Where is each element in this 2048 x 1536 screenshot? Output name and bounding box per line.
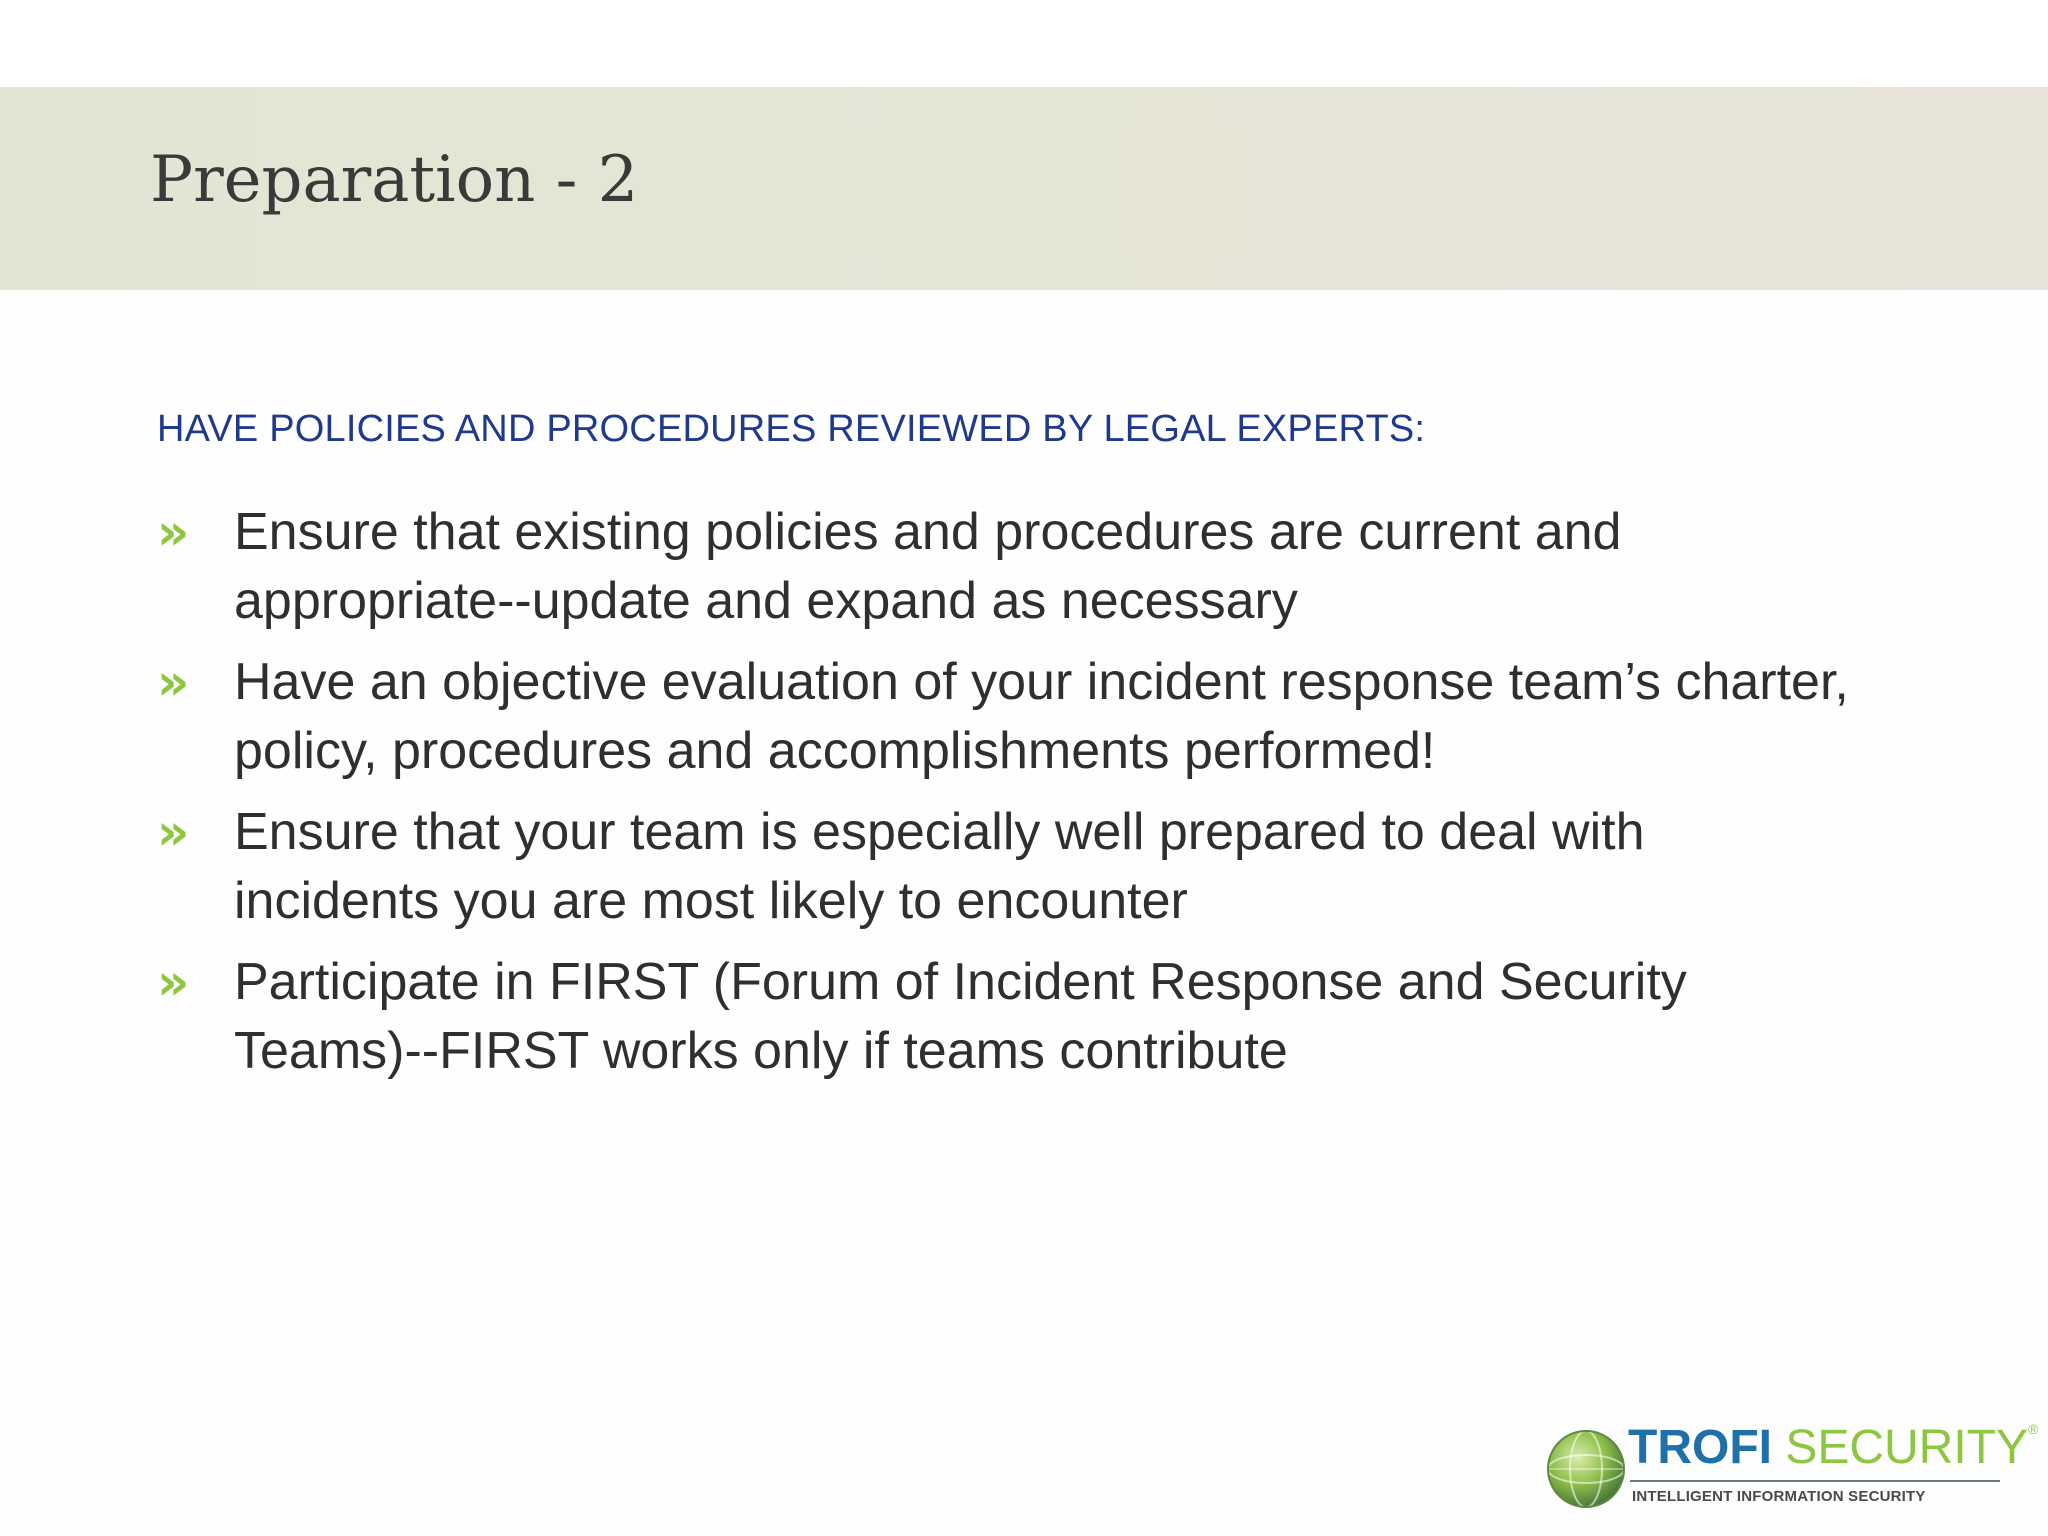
double-chevron-icon: » xyxy=(157,503,190,561)
globe-icon xyxy=(1545,1428,1627,1510)
registered-mark: ® xyxy=(2028,1421,2039,1437)
bullet-item xyxy=(157,798,1857,936)
double-chevron-icon: » xyxy=(157,803,190,861)
bullet-text: Participate in FIRST (Forum of Incident Response and Security Teams)--FIRST works only if teams contribute xyxy=(234,953,1687,1080)
logo-word-security: SECURITY xyxy=(1771,1421,2029,1474)
bullet-text: Have an objective evaluation of your incident response team’s charter, policy, procedures and accomplishments performed! xyxy=(234,653,1849,780)
bullet-text: Ensure that existing policies and procedures are current and appropriate--update and expand as necessary xyxy=(234,503,1622,630)
company-logo xyxy=(1540,1420,2039,1520)
logo-divider xyxy=(1630,1480,2000,1482)
bullet-item xyxy=(157,648,1857,786)
bullet-list xyxy=(157,498,1857,1098)
double-chevron-icon: » xyxy=(157,953,190,1011)
logo-wordmark xyxy=(1628,1422,2038,1475)
logo-word-trofi: TROFI xyxy=(1628,1421,1772,1474)
bullet-text: Ensure that your team is especially well prepared to deal with incidents you are most likely to encounter xyxy=(234,803,1645,930)
logo-tagline: INTELLIGENT INFORMATION SECURITY xyxy=(1632,1488,1926,1505)
section-subheading: HAVE POLICIES AND PROCEDURES REVIEWED BY LEGAL EXPERTS: xyxy=(157,408,1426,450)
slide-title: Preparation - 2 xyxy=(150,143,639,217)
double-chevron-icon: » xyxy=(157,653,190,711)
bullet-item xyxy=(157,498,1857,636)
bullet-item xyxy=(157,948,1857,1086)
